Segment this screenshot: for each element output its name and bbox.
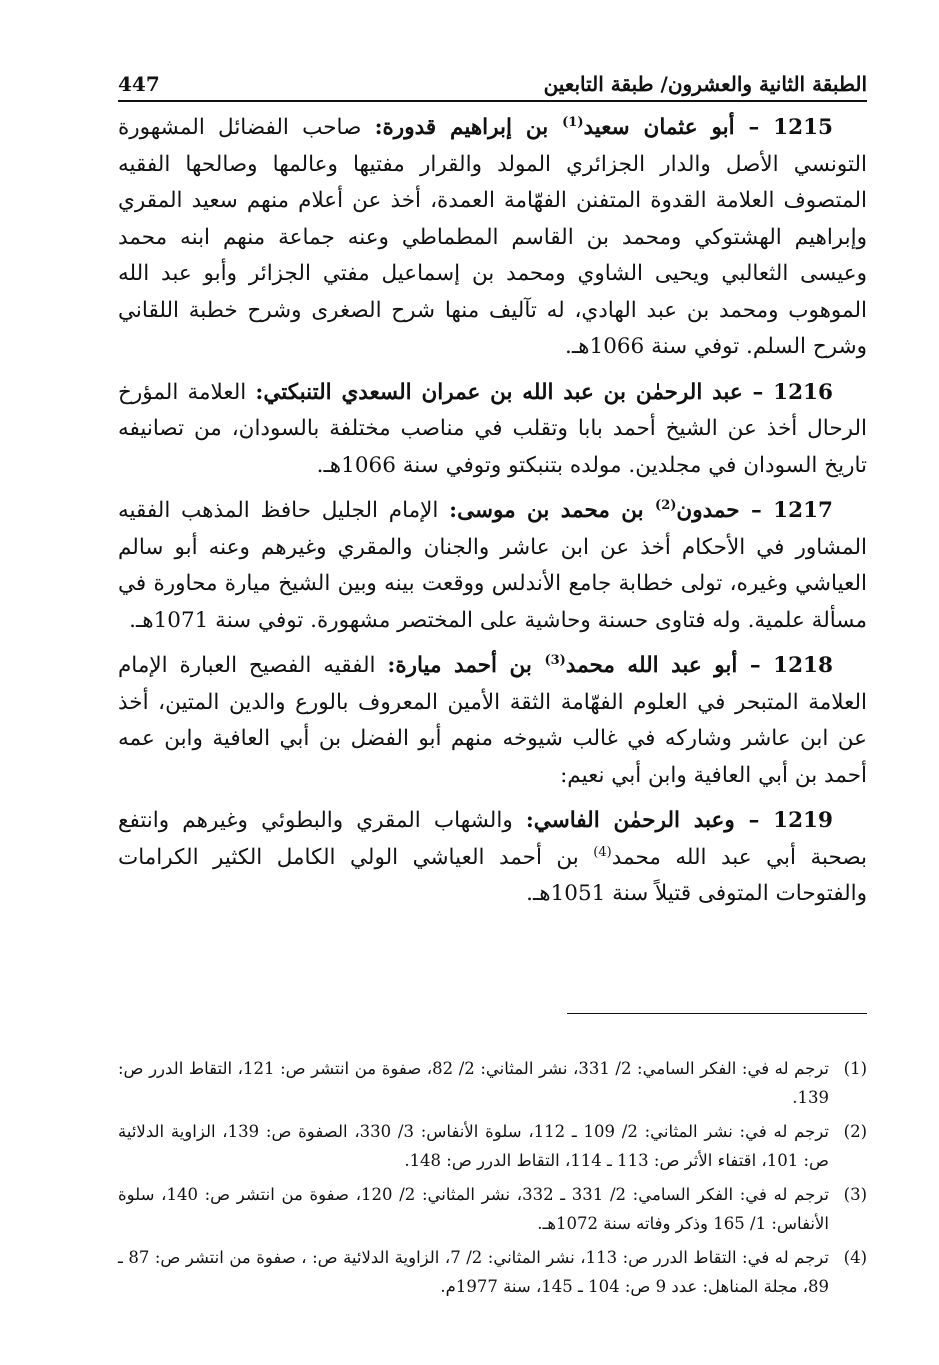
entry-heading [375,115,833,140]
entry-name: عبد الرحمٰن بن عبد الله بن عمران السعدي التنبكتي: [255,379,743,405]
entry-1216 [118,375,867,485]
footnote-2 [118,1117,867,1175]
entry-name-continued: بن أحمد ميارة: [387,653,532,678]
entry-number: 1217 – [751,498,833,523]
entry-name: وعبد الرحمٰن الفاسي: [525,808,735,833]
footnote-number: (4) [843,1248,867,1267]
entry-text: العلامة المؤرخ الرحال أخذ عن الشيخ أحمد بابا وتقلب في مناصب مختلفة بالسودان، من تصانيفه تاريخ السودان في مجلدين. مولده بتنبكتو وتوفي سنة 1066هـ. [118,379,867,478]
entry-name-continued: بن إبراهيم قدورة: [374,115,549,140]
entry-heading [255,380,833,405]
footnote-number: (1) [843,1059,867,1078]
footnote-4 [118,1243,867,1301]
entry-number: 1219 – [748,808,833,833]
entry-name: أبو عبد الله محمد [565,653,738,678]
entry-name-continued: بن محمد بن موسى: [449,498,644,523]
footnote-3 [118,1180,867,1238]
footnote-text: ترجم له في: التقاط الدرر ص: 113، نشر المثاني: 2/ 7، الزاوية الدلائية ص: ، صفوة من انتشر ص: 87 ـ 89، مجلة المناهل: عدد 9 ص: 104 ـ 145، سنة 1977م. [118,1248,829,1296]
entry-1217 [118,493,867,639]
entry-number: 1215 – [748,115,833,140]
entry-1215 [118,110,867,366]
page-number: 447 [118,72,160,96]
entry-heading [449,498,833,523]
footnote-text: ترجم له في: الفكر السامي: 2/ 331 ـ 332، نشر المثاني: 2/ 120، صفوة من انتشر ص: 140، سلوة الأنفاس: 1/ 165 وذكر وفاته سنة 1072هـ. [118,1185,829,1233]
entry-heading [387,653,833,678]
entry-name: حمدون [676,498,740,523]
footnote-text: ترجم له في: الفكر السامي: 2/ 331، نشر المثاني: 2/ 82، صفوة من انتشر ص: 121، التقاط الدرر ص: 139. [118,1059,829,1107]
entry-text: صاحب الفضائل المشهورة التونسي الأصل والدار الجزائري المولد والقرار مفتيها وعالمها وصالحها الفقيه المتصوف العلامة القدوة المتفنن الفهّامة العمدة، أخذ عن أعلام منهم سعيد المقري وإبراهيم الهشتوكي ومحمد بن القاسم المطماطي وعنه جماعة منهم ابنه محمد وعيسى الثعالبي ويحيى الشاوي ومحمد بن إسماعيل مفتي الجزائر وأبو عبد الله الموهوب ومحمد بن عبد الهادي، له تآليف منها شرح الصغرى وشرح خطبة اللقاني وشرح السلم. توفي سنة 1066هـ. [118,115,867,359]
page-header [118,60,867,102]
entry-number: 1218 – [749,653,833,678]
footnote-number: (3) [843,1185,867,1204]
entry-heading [526,808,833,833]
footnote-1 [118,1054,867,1112]
footnotes [118,1054,867,1306]
running-title: الطبقة الثانية والعشرون/ طبقة التابعين [543,72,867,96]
entry-text: الفقيه الفصيح العبارة الإمام العلامة المتبحر في العلوم الفهّامة الثقة الأمين المعروف بالورع والدين المتين، أخذ عن ابن عاشر وشاركه في غالب شيوخه منهم أبو الفضل بن أبي العافية وابن عمه أحمد بن أبي العافية وابن أبي نعيم: [118,653,867,788]
entry-name: أبو عثمان سعيد [583,115,735,140]
entry-text: الإمام الجليل حافظ المذهب الفقيه المشاور في الأحكام أخذ عن ابن عاشر والجنان والمقري وغيرهم وعنه أبو سالم العياشي وغيره، تولى خطابة جامع الأندلس ووقعت بينه وبين الشيخ ميارة محاورة في مسألة علمية. وله فتاوى حسنة وحاشية على المختصر مشهورة. توفي سنة 1071هـ. [118,498,867,633]
footnote-number: (2) [843,1122,867,1141]
entry-text-continued: بن أحمد العياشي الولي الكامل الكثير الكرامات والفتوحات المتوفى قتيلاً سنة 1051هـ. [118,844,867,906]
footnote-marker: (1) [562,114,584,130]
footnote-marker: (2) [655,497,677,513]
entry-1219 [118,803,867,913]
footnote-marker: (4) [593,844,612,860]
entry-text: والشهاب المقري والبطوئي وغيرهم وانتفع بصحبة أبي عبد الله محمد [118,808,867,870]
footnote-separator [567,1013,867,1014]
footnote-text: ترجم له في: نشر المثاني: 2/ 109 ـ 112، سلوة الأنفاس: 3/ 330، الصفوة ص: 139، الزاوية الدلائية ص: 101، اقتفاء الأثر ص: 113 ـ 114، التقاط الدرر ص: 148. [118,1122,829,1170]
entry-1218 [118,648,867,794]
entry-number: 1216 – [752,379,833,405]
footnote-marker: (3) [544,652,566,668]
main-text [118,110,867,922]
